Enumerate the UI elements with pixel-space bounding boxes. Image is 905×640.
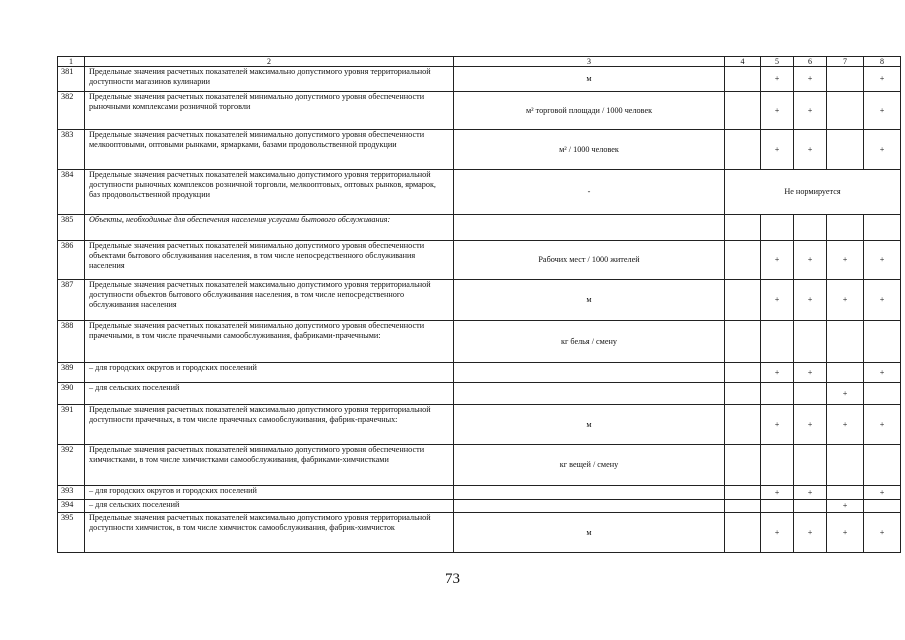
mark-col-8 [864,321,901,363]
header-cell: 5 [761,57,794,67]
header-cell: 8 [864,57,901,67]
mark-col-4 [725,383,761,405]
row-number: 389 [58,363,85,383]
mark-col-4 [725,500,761,513]
mark-col-8: + [864,363,901,383]
row-number: 383 [58,130,85,170]
mark-col-6 [794,445,827,486]
mark-col-7: + [827,405,864,445]
mark-col-5: + [761,363,794,383]
row-unit [454,486,725,500]
mark-col-5: + [761,513,794,553]
row-description: Предельные значения расчетных показателей максимально допустимого уровня территориальной доступности рыночных комплексов розничной торговли, мелкооптовых, оптовых рынков, ярмарок, баз продовольственной продукции [85,170,454,215]
mark-col-7 [827,486,864,500]
header-cell: 6 [794,57,827,67]
table-row [58,513,901,553]
header-cell: 1 [58,57,85,67]
row-number: 381 [58,67,85,92]
row-number: 385 [58,215,85,241]
row-unit: Рабочих мест / 1000 жителей [454,241,725,280]
mark-col-7: + [827,383,864,405]
mark-col-5 [761,215,794,241]
header-cell: 4 [725,57,761,67]
mark-col-6 [794,321,827,363]
table-row [58,170,901,215]
mark-col-5: + [761,486,794,500]
table-row [58,405,901,445]
mark-col-4 [725,67,761,92]
mark-col-8: + [864,513,901,553]
mark-col-5 [761,383,794,405]
mark-col-6: + [794,280,827,321]
row-number: 388 [58,321,85,363]
table-row [58,363,901,383]
row-number: 390 [58,383,85,405]
page-number: 73 [445,571,460,587]
standards-table [57,56,901,553]
row-number: 393 [58,486,85,500]
row-unit [454,363,725,383]
row-unit: м² / 1000 человек [454,130,725,170]
mark-col-4 [725,363,761,383]
mark-col-8 [864,500,901,513]
mark-col-6: + [794,241,827,280]
table-row [58,92,901,130]
row-description: Предельные значения расчетных показателей минимально допустимого уровня обеспеченности прачечными, в том числе прачечными самообслуживания, фабриками-прачечными: [85,321,454,363]
header-cell: 2 [85,57,454,67]
mark-col-5 [761,500,794,513]
mark-col-5: + [761,241,794,280]
mark-col-8: + [864,67,901,92]
mark-col-6: + [794,67,827,92]
mark-col-8 [864,383,901,405]
row-number: 382 [58,92,85,130]
mark-col-6 [794,500,827,513]
row-description: – для сельских поселений [85,500,454,513]
mark-col-4 [725,241,761,280]
mark-col-6 [794,215,827,241]
table-row [58,383,901,405]
table-row [58,445,901,486]
row-unit: м [454,405,725,445]
mark-col-8: + [864,130,901,170]
header-cell: 3 [454,57,725,67]
mark-col-8: + [864,280,901,321]
row-description: – для сельских поселений [85,383,454,405]
row-unit: м [454,67,725,92]
table-row [58,215,901,241]
row-number: 395 [58,513,85,553]
row-description: Предельные значения расчетных показателей максимально допустимого уровня территориальной доступности прачечных, в том числе прачечных самообслуживания, фабрик-прачечных: [85,405,454,445]
row-number: 387 [58,280,85,321]
mark-col-7 [827,92,864,130]
row-unit [454,500,725,513]
mark-col-5: + [761,280,794,321]
table-row [58,130,901,170]
mark-col-5: + [761,67,794,92]
row-unit [454,215,725,241]
row-description: Предельные значения расчетных показателей минимально допустимого уровня обеспеченности объектами бытового обслуживания населения, в том числе непосредственного обслуживания населения [85,241,454,280]
mark-col-7 [827,67,864,92]
table-row [58,486,901,500]
mark-col-6: + [794,405,827,445]
section-heading: Объекты, необходимые для обеспечения населения услугами бытового обслуживания: [89,215,391,224]
mark-col-6: + [794,513,827,553]
table-row [58,241,901,280]
mark-col-6: + [794,486,827,500]
row-unit: м [454,280,725,321]
mark-col-8: + [864,405,901,445]
row-unit: - [454,170,725,215]
mark-col-4 [725,445,761,486]
mark-col-7 [827,445,864,486]
header-cell: 7 [827,57,864,67]
row-unit [454,383,725,405]
not-regulated-cell: Не нормируется [725,170,901,215]
row-unit: м² торговой площади / 1000 человек [454,92,725,130]
row-number: 391 [58,405,85,445]
row-number: 386 [58,241,85,280]
mark-col-7 [827,363,864,383]
mark-col-7: + [827,513,864,553]
row-description [85,215,454,241]
mark-col-7: + [827,280,864,321]
mark-col-8: + [864,486,901,500]
mark-col-4 [725,405,761,445]
row-number: 394 [58,500,85,513]
mark-col-8: + [864,241,901,280]
row-description: Предельные значения расчетных показателей максимально допустимого уровня территориальной доступности магазинов кулинарии [85,67,454,92]
mark-col-4 [725,280,761,321]
row-description: Предельные значения расчетных показателей максимально допустимого уровня территориальной доступности объектов бытового обслуживания населения, в том числе непосредственного обслуживания населения [85,280,454,321]
mark-col-8 [864,445,901,486]
table-row [58,321,901,363]
mark-col-4 [725,321,761,363]
row-unit: кг белья / смену [454,321,725,363]
table-header-row [58,57,901,67]
mark-col-4 [725,215,761,241]
row-unit: м [454,513,725,553]
mark-col-7: + [827,500,864,513]
mark-col-5: + [761,130,794,170]
row-number: 392 [58,445,85,486]
mark-col-5: + [761,405,794,445]
mark-col-7 [827,130,864,170]
mark-col-8 [864,215,901,241]
row-description: – для городских округов и городских поселений [85,486,454,500]
table-row [58,280,901,321]
row-unit: кг вещей / смену [454,445,725,486]
table-row [58,500,901,513]
mark-col-4 [725,92,761,130]
table-row [58,67,901,92]
mark-col-6: + [794,92,827,130]
row-description: – для городских округов и городских поселений [85,363,454,383]
row-description: Предельные значения расчетных показателей минимально допустимого уровня обеспеченности мелкооптовыми, оптовыми рынками, ярмарками, базами продовольственной продукции [85,130,454,170]
mark-col-7 [827,215,864,241]
mark-col-8: + [864,92,901,130]
row-number: 384 [58,170,85,215]
mark-col-4 [725,513,761,553]
mark-col-4 [725,486,761,500]
mark-col-5 [761,445,794,486]
mark-col-7: + [827,241,864,280]
mark-col-7 [827,321,864,363]
row-description: Предельные значения расчетных показателей минимально допустимого уровня обеспеченности химчистками, в том числе химчистками самообслуживания, фабриками-химчистками [85,445,454,486]
row-description: Предельные значения расчетных показателей максимально допустимого уровня территориальной доступности химчисток, в том числе химчисток самообслуживания, фабрик-химчисток [85,513,454,553]
mark-col-6: + [794,363,827,383]
mark-col-5 [761,321,794,363]
mark-col-6: + [794,130,827,170]
mark-col-4 [725,130,761,170]
row-description: Предельные значения расчетных показателей минимально допустимого уровня обеспеченности рыночными комплексами розничной торговли [85,92,454,130]
mark-col-6 [794,383,827,405]
mark-col-5: + [761,92,794,130]
